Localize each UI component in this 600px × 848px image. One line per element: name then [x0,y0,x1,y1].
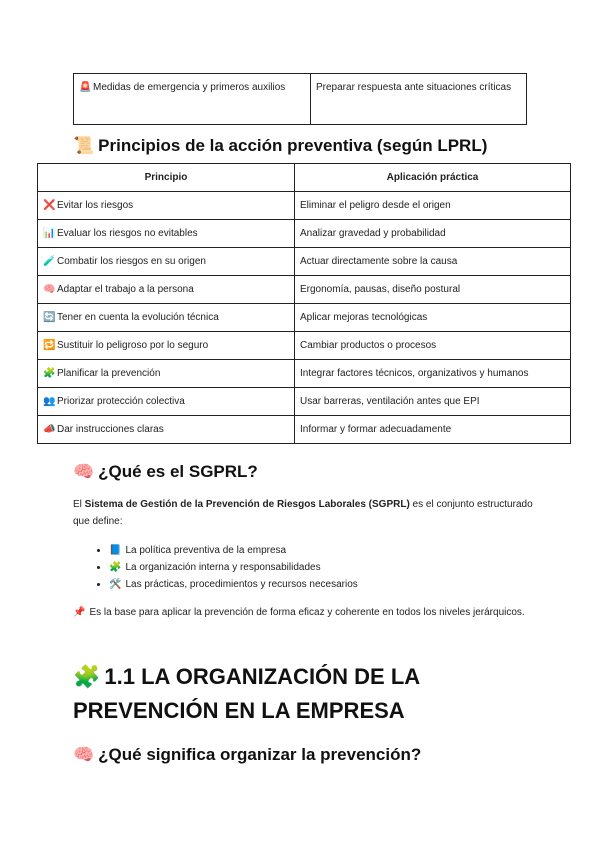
megaphone-icon: 📣 [43,424,56,435]
principles-heading [73,136,487,156]
principle-cell [38,332,295,360]
application-cell: Cambiar productos o procesos [295,332,571,360]
principle-text: Tener en cuenta la evolución técnica [57,312,219,323]
principles-title: Principios de la acción preventiva (según LPRL) [98,136,488,155]
application-cell: Actuar directamente sobre la causa [295,248,571,276]
intro-prefix: El [73,499,85,510]
list-item [109,576,358,593]
principle-text: Medidas de emergencia y primeros auxilios [93,82,286,93]
sgprl-bullet-list [73,542,358,593]
table-row [38,360,571,388]
principles-table [37,163,571,444]
table-row [38,192,571,220]
principle-cell [38,192,295,220]
organize-title: ¿Qué significa organizar la prevención? [98,745,422,764]
application-cell: Ergonomía, pausas, diseño postural [295,276,571,304]
principle-cell [38,388,295,416]
tools-icon: 🛠️ [109,579,122,590]
application-cell: Preparar respuesta ante situaciones críticas [311,74,527,125]
table-row [38,248,571,276]
brain-icon: 🧠 [43,284,56,295]
principle-text: Sustituir lo peligroso por lo seguro [57,340,209,351]
principle-text: Planificar la prevención [57,368,161,379]
principle-cell [38,360,295,388]
principle-text: Evaluar los riesgos no evitables [57,228,198,239]
column-header-principle: Principio [38,164,295,192]
blue-book-icon: 📘 [109,545,122,556]
principle-cell [38,276,295,304]
table-row [38,304,571,332]
sgprl-heading [73,462,258,482]
people-icon: 👥 [43,396,56,407]
principle-cell [38,248,295,276]
intro-bold: Sistema de Gestión de la Prevención de Riesgos Laborales (SGPRL) [84,499,410,510]
application-cell: Analizar gravedad y probabilidad [295,220,571,248]
application-cell: Aplicar mejoras tecnológicas [295,304,571,332]
intro-suffix: es el conjunto estructurado que define: [73,499,533,527]
list-item-text: Las prácticas, procedimientos y recursos necesarios [125,579,358,590]
table-header-row [38,164,571,192]
application-cell: Eliminar el peligro desde el origen [295,192,571,220]
principle-text: Combatir los riesgos en su origen [57,256,206,267]
repeat-icon: 🔁 [43,340,56,351]
bar-chart-icon: 📊 [43,228,56,239]
organize-heading [73,745,421,765]
list-item-text: La política preventiva de la empresa [125,545,287,556]
principle-text: Evitar los riesgos [57,200,134,211]
sgprl-intro [73,496,533,530]
principle-cell [38,304,295,332]
note-text: Es la base para aplicar la prevención de forma eficaz y coherente en todos los niveles jerárquicos. [89,607,525,618]
application-cell: Usar barreras, ventilación antes que EPI [295,388,571,416]
column-header-application: Aplicación práctica [295,164,571,192]
puzzle-icon: 🧩 [73,664,101,689]
sgprl-note [73,604,533,621]
principle-text: Adaptar el trabajo a la persona [57,284,194,295]
principle-text: Priorizar protección colectiva [57,396,185,407]
scroll-icon: 📜 [73,136,95,155]
principle-text: Dar instrucciones claras [57,424,164,435]
brain-icon: 🧠 [73,462,95,481]
application-cell: Informar y formar adecuadamente [295,416,571,444]
puzzle-icon: 🧩 [109,562,122,573]
puzzle-icon: 🧩 [43,368,56,379]
sgprl-title: ¿Qué es el SGPRL? [98,462,258,481]
table-row [74,74,527,125]
pushpin-icon: 📌 [73,607,86,618]
cross-icon: ❌ [43,200,56,211]
principle-cell [38,220,295,248]
brain-icon: 🧠 [73,745,95,764]
table-row [38,276,571,304]
refresh-icon: 🔄 [43,312,56,323]
table-row [38,388,571,416]
application-cell: Integrar factores técnicos, organizativos y humanos [295,360,571,388]
organization-heading [73,660,543,728]
list-item [109,559,358,576]
emergency-table [73,73,527,125]
principle-cell [74,74,311,125]
list-item-text: La organización interna y responsabilidades [125,562,321,573]
list-item [109,542,358,559]
table-row [38,220,571,248]
test-tube-icon: 🧪 [43,256,56,267]
principle-cell [38,416,295,444]
emergency-light-icon: 🚨 [79,82,92,93]
table-row [38,416,571,444]
table-row [38,332,571,360]
organization-title: 1.1 LA ORGANIZACIÓN DE LA PREVENCIÓN EN LA EMPRESA [73,664,420,723]
